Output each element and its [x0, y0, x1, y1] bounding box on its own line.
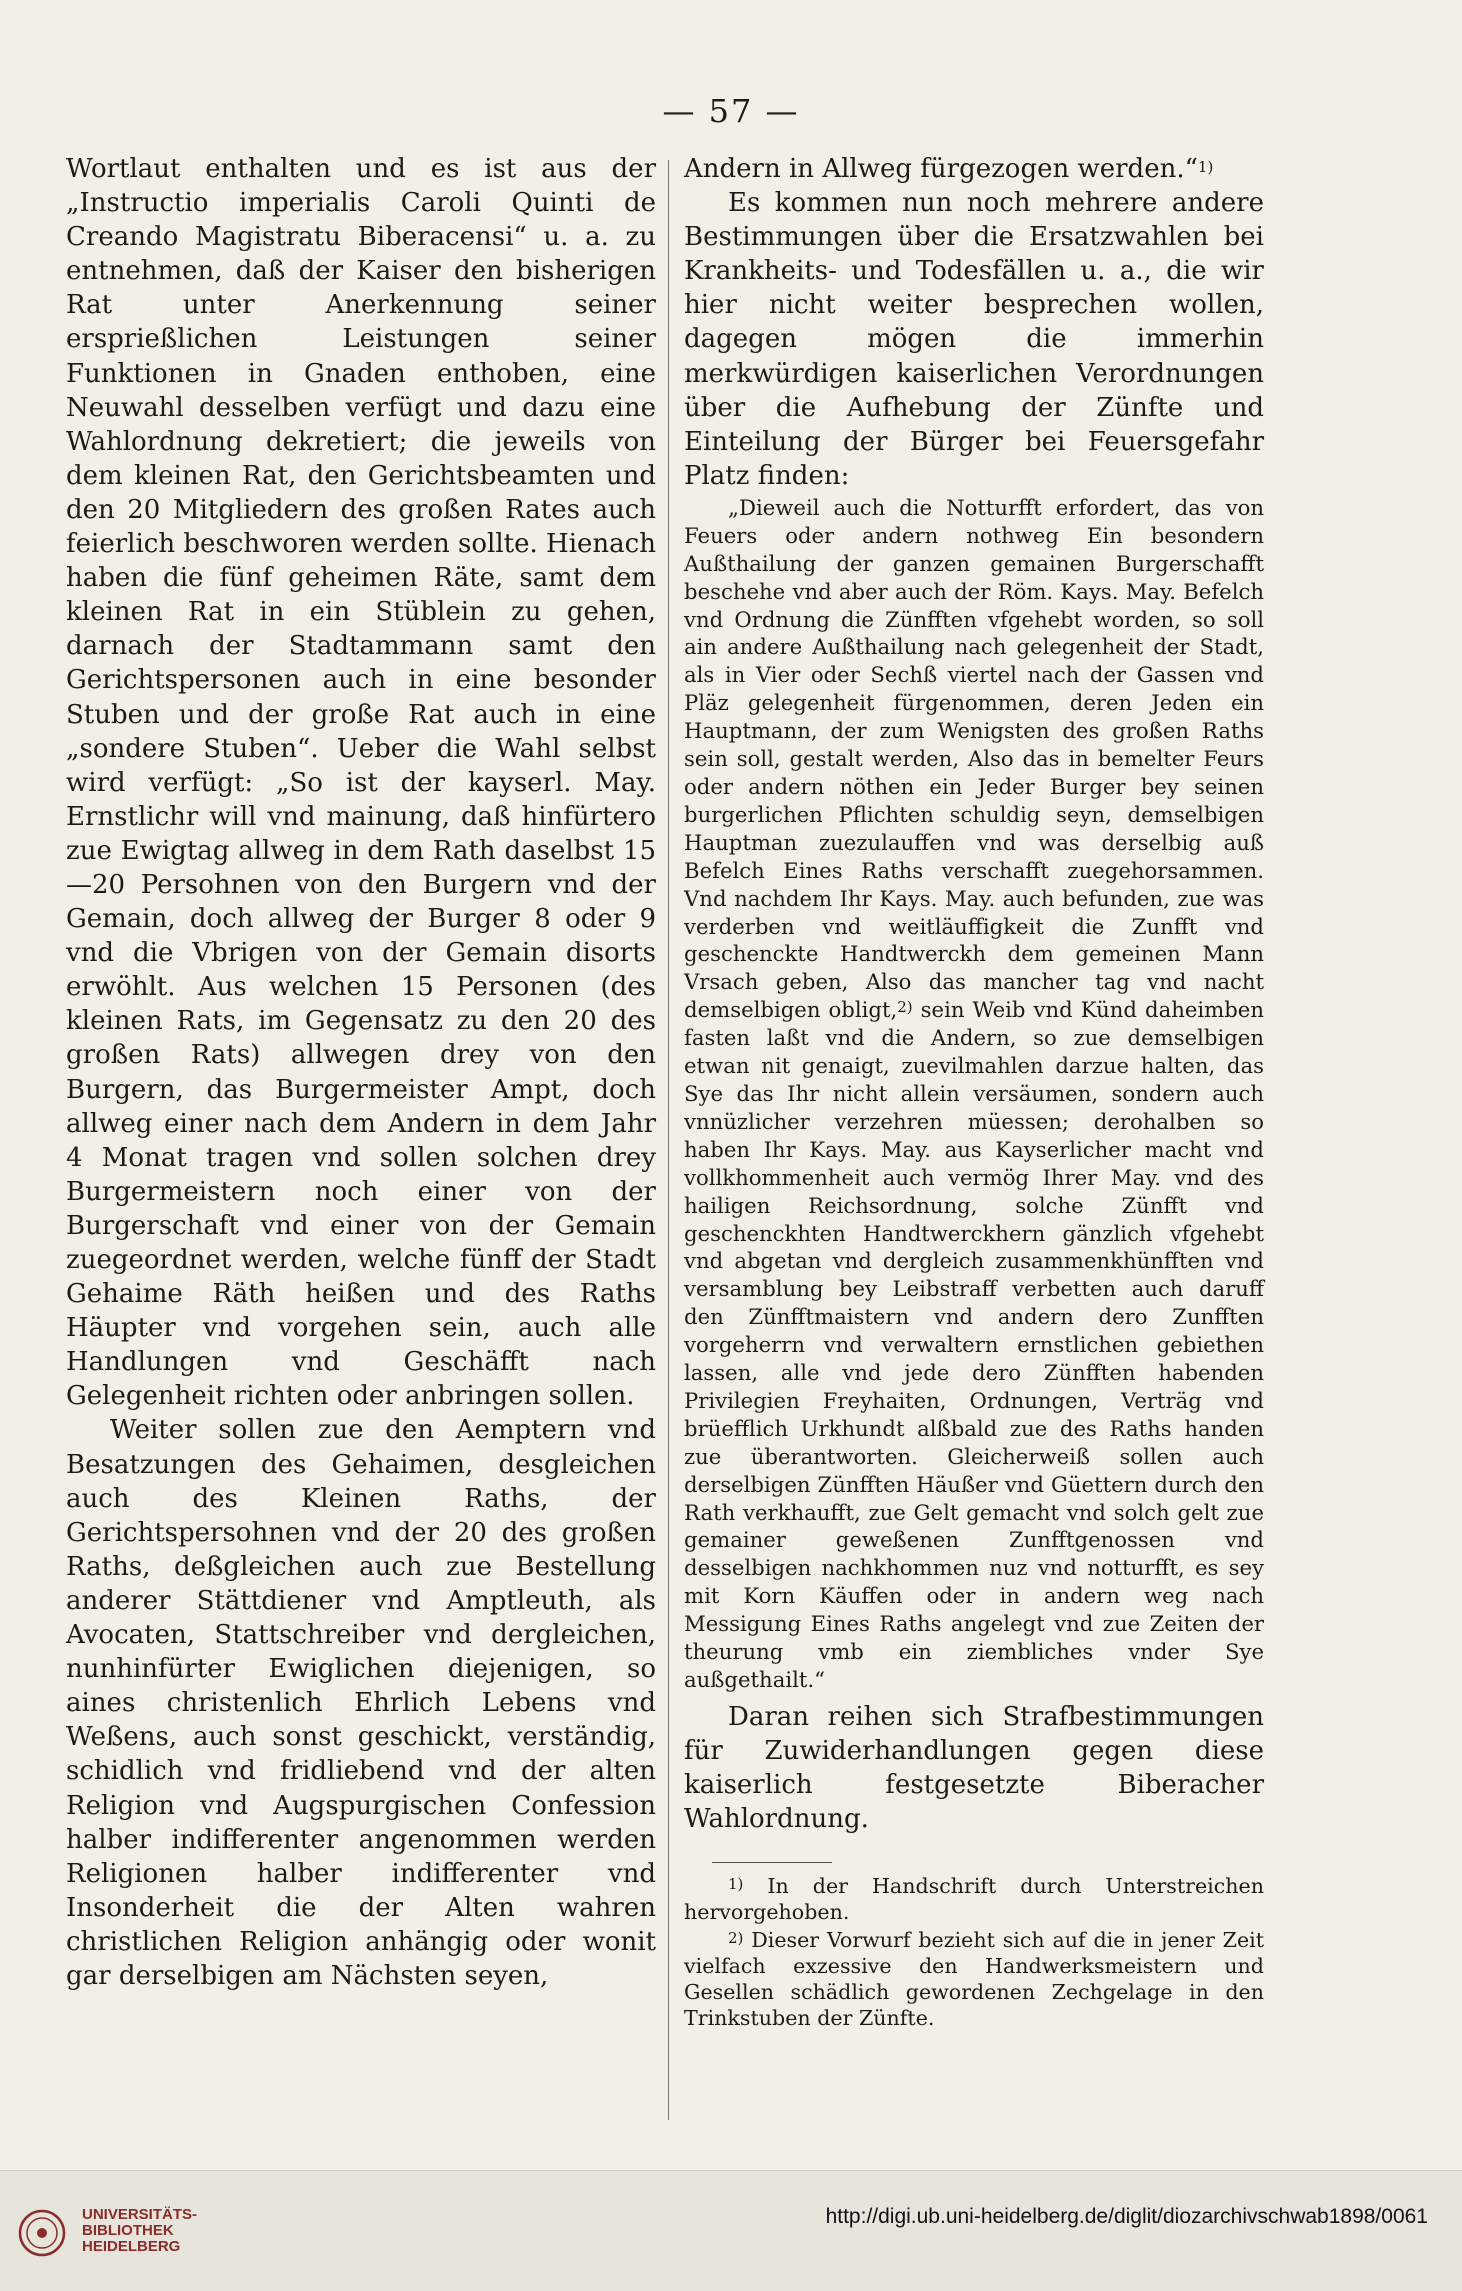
quoted-ordinance — [684, 494, 1264, 1694]
right-column — [684, 152, 1264, 2031]
left-paragraph-2: Weiter sollen zue den Aemptern vnd Besatzungen des Gehaimen, desgleichen auch des Kleinen Raths, der Gerichtspersohnen vnd der 20 des großen Raths, deßgleichen auch zue Bestellung anderer Stättdiener vnd Amptleuth, als Avocaten, Stattschreiber vnd dergleichen, nunhinfürter Ewiglichen diejenigen, so aines christenlich Ehrlich Lebens vnd Weßens, auch sonst geschickt, verständig, schidlich vnd fridliebend vnd der alten Religion vnd Augspurgischen Confession halber indifferenter angenommen werden Religionen halber indifferenter vnd Insonderheit die der Alten wahren christlichen Religion anhängig oder wonit gar derselbigen am Nächsten seyen, — [66, 1415, 656, 1991]
footnote-2-mark: 2) — [728, 1929, 744, 1948]
closing-paragraph: Daran reihen sich Strafbestimmungen für Zuwiderhandlungen gegen diese kaiserlich festgesetzte Biberacher Wahlordnung. — [684, 1701, 1264, 1835]
quote-text-part-2: sein Weib vnd Künd daheimben fasten laßt vnd die Andern, so zue demselbigen etwan nit genaigt, zuevilmahlen darzue halten, das Sye das Ihr nicht allein versäumen, sondern auch vnnüzlicher verzehren müessen; derohalben so haben Ihr Kays. May. aus Kayserlicher macht vnd vollkhommenheit auch vermög Ihrer May. vnd des hailigen Reichsordnung, solche Zünfft vnd geschenckhten Handtwerckhern gänzlich vfgehebt vnd abgetan vnd dergleich zusammenkhünfften vnd versamblung bey Leibstraff verbetten auch daruff den Zünfftmaistern vnd andern dero Zunfften vorgeherrn vnd verwaltern ernstlichen gebiethen lassen, alle vnd jede dero Zünfften habenden Privilegien Freyhaiten, Ordnungen, Verträg vnd brüefflich Urkhundt alßbald zue des Raths handen zue überantworten. Gleicherweiß sollen auch derselbigen Zünfften Häußer vnd Güettern durch den Rath verkhaufft, zue Gelt gemacht vnd solch gelt zue gemainer geweßenen Zunfftgenossen vnd desselbigen nachkhommen nuz vnd notturfft, es sey mit Korn Käuffen oder in andern weg nach Messigung Eines Raths angelegt vnd zue Zeiten der theurung vmb ein ziembliches vnder Sye außgethailt.“ — [684, 997, 1264, 1692]
right-paragraph-1 — [684, 152, 1264, 186]
quote-text-part-1: „Dieweil auch die Notturfft erfordert, das von Feuers oder andern nothweg Ein besondern Außthailung der ganzen gemainen Burgerschafft beschehe vnd aber auch der Röm. Kays. May. Befelch vnd Ordnung die Zünfften vfgehebt worden, so soll ain andere Außthailung nach gelegenheit der Stadt, als in Vier oder Sechß viertel nach der Gassen vnd Pläz gelegenheit fürgenommen, deren Jeden ein Hauptmann, der zum Wenigsten des großen Raths sein soll, gestalt werden, Also das in bemelter Feurs oder andern nöthen ein Jeder Burger bey seinen burgerlichen Pflichten schuldig seyn, demselbigen Hauptman zuezulauffen vnd was derselbig auß Befelch Eines Raths verschafft zuegehorsammen. Vnd nachdem Ihr Kays. May. auch befunden, zue was verderben vnd weitläuffigkeit die Zunfft vnd geschenckte Handtwerckh dem gemeinen Mann Vrsach geben, Also das mancher tag vnd nacht demselbigen obligt, — [684, 494, 1264, 1023]
library-name-text: UNIVERSITÄTS- BIBLIOTHEK HEIDELBERG — [82, 2206, 198, 2255]
column-divider — [668, 160, 669, 2120]
left-paragraph-1: Wortlaut enthalten und es ist aus der „Instructio imperialis Caroli Quinti de Creando Magistratu Biberacensi“ u. a. zu entnehmen, daß der Kaiser den bisherigen Rat unter Anerkennung seiner ersprießlichen Leistungen seiner Funktionen in Gnaden enthoben, eine Neuwahl desselben verfügt und dazu eine Wahlordnung dekretiert; die jeweils von dem kleinen Rat, den Gerichtsbeamten und den 20 Mitgliedern des großen Rates auch feierlich beschworen werden sollte. Hienach haben die fünf geheimen Räte, samt dem kleinen Rat in ein Stüblein zu gehen, darnach der Stadtammann samt den Gerichtspersonen auch in eine besonder Stuben und der große Rat auch in eine „sondere Stuben“. Ueber die Wahl selbst wird verfügt: „So ist der kayserl. May. Ernstlichr will vnd mainung, daß hinfürtero zue Ewigtag allweg in dem Rath daselbst 15—20 Persohnen von den Burgern vnd der Gemain, doch allweg der Burger 8 oder 9 vnd die Vbrigen von der Gemain disorts erwöhlt. Aus welchen 15 Personen (des kleinen Rats, im Gegensatz zu den 20 des großen Rats) allwegen drey von den Burgern, das Burgermeister Ampt, doch allweg einer nach dem Andern in dem Jahr 4 Monat tragen vnd sollen solchen drey Burgermeistern noch einer von der Burgerschaft vnd einer von der Gemain zuegeordnet werden, welche fünff der Stadt Gehaime Räth heißen und des Raths Häupter vnd vorgehen sein, auch alle Handlungen vnd Geschäfft nach Gelegenheit richten oder anbringen sollen. — [66, 154, 656, 1412]
footnote-ref-1: 1) — [1197, 158, 1214, 176]
footnote-1-mark: 1) — [728, 1875, 744, 1894]
viewer-footer — [0, 2170, 1462, 2291]
footnote-divider — [712, 1862, 832, 1863]
footnote-2 — [684, 1927, 1264, 2031]
right-paragraph-1-text: Andern in Allweg fürgezogen werden.“ — [684, 154, 1198, 184]
footnote-ref-2: 2) — [897, 998, 913, 1017]
library-name — [82, 2207, 197, 2255]
footnote-2-text: Dieser Vorwurf bezieht sich auf die in jener Zeit vielfach exzessive den Handwerksmeistern und Gesellen schädlich gewordenen Zechgelage in den Trinkstuben der Zünfte. — [684, 1928, 1264, 2031]
footnote-1 — [684, 1873, 1264, 1925]
source-url-link[interactable]: http://digi.ub.uni-heidelberg.de/diglit/diozarchivschwab1898/0061 — [825, 2205, 1428, 2228]
library-seal-icon — [18, 2209, 66, 2257]
right-paragraph-2: Es kommen nun noch mehrere andere Bestimmungen über die Ersatzwahlen bei Krankheits- und Todesfällen u. a., die wir hier nicht weiter besprechen wollen, dagegen mögen die immerhin merkwürdigen kaiserlichen Verordnungen über die Aufhebung der Zünfte und Einteilung der Bürger bei Feuersgefahr Platz finden: — [684, 188, 1264, 491]
left-column — [66, 152, 656, 1993]
footnote-1-text: In der Handschrift durch Unterstreichen hervorgehoben. — [684, 1874, 1265, 1925]
page-number: — 57 — — [662, 92, 800, 130]
